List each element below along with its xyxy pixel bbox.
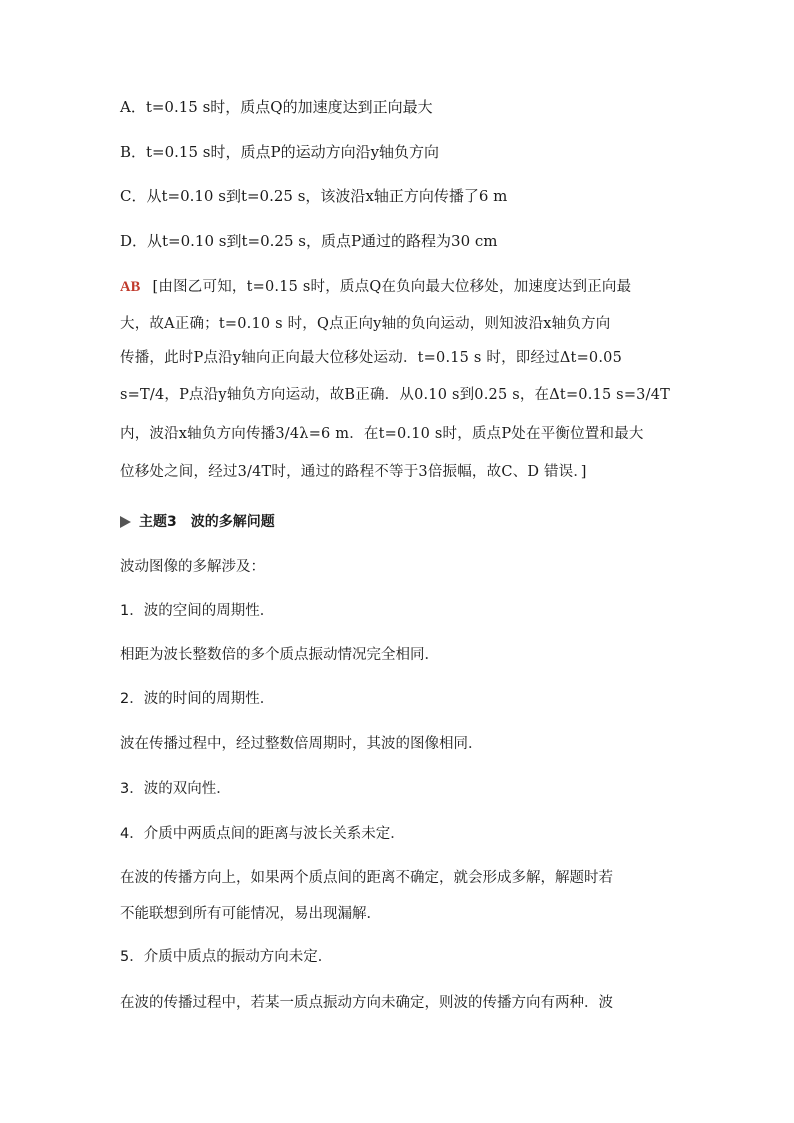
point-4-heading: 4．介质中两质点间的距离与波长关系未定． (120, 826, 405, 842)
option-b: B．t=0.15 s时，质点P的运动方向沿y轴负方向 (120, 143, 440, 161)
point-5-heading: 5．介质中质点的振动方向未定． (120, 949, 333, 965)
option-c: C．从t=0.10 s到t=0.25 s，该波沿x轴正方向传播了6 m (120, 187, 508, 205)
point-1-text: 相距为波长整数倍的多个质点振动情况完全相同． (120, 647, 439, 663)
answer-line-3: 传播，此时P点沿y轴向正向最大位移处运动．t=0.15 s 时，即经过Δt=0.05 (120, 350, 622, 366)
option-a: A．t=0.15 s时，质点Q的加速度达到正向最大 (120, 98, 433, 116)
answer-line-6: 位移处之间，经过3/4T时，通过的路程不等于3倍振幅，故C、D 错误．] (120, 464, 587, 480)
answer-line-2: 大，故A正确；t=0.10 s 时，Q点正向y轴的负向运动，则知波沿x轴负方向 (120, 316, 611, 332)
point-4-text-1: 在波的传播方向上，如果两个质点间的距离不确定，就会形成多解，解题时若 (120, 870, 613, 886)
point-1-heading: 1．波的空间的周期性． (120, 603, 275, 619)
option-d: D．从t=0.10 s到t=0.25 s，质点P通过的路程为30 cm (120, 232, 498, 250)
answer-line-1 (120, 277, 631, 297)
point-4-text-2: 不能联想到所有可能情况，易出现漏解． (120, 906, 381, 922)
point-3-heading: 3．波的双向性． (120, 781, 231, 797)
answer-label: AB (120, 279, 141, 295)
point-2-text: 波在传播过程中，经过整数倍周期时，其波的图像相同． (120, 736, 483, 752)
topic-title: 主题3 波的多解问题 (139, 514, 275, 530)
body-intro: 波动图像的多解涉及： (120, 559, 265, 575)
answer-line-4: s=T/4，P点沿y轴负方向运动，故B正确．从0.10 s到0.25 s，在Δt=0.15 s=3/4T (120, 387, 670, 403)
play-triangle-icon (120, 516, 131, 528)
point-2-heading: 2．波的时间的周期性． (120, 691, 275, 707)
answer-line-5: 内，波沿x轴负方向传播3/4λ=6 m．在t=0.10 s时，质点P处在平衡位置和最大 (120, 426, 644, 442)
answer-text: [由图乙可知，t=0.15 s时，质点Q在负向最大位移处，加速度达到正向最 (152, 279, 632, 295)
point-5-text: 在波的传播过程中，若某一质点振动方向未确定，则波的传播方向有两种．波 (120, 995, 613, 1011)
topic-heading (120, 512, 275, 532)
